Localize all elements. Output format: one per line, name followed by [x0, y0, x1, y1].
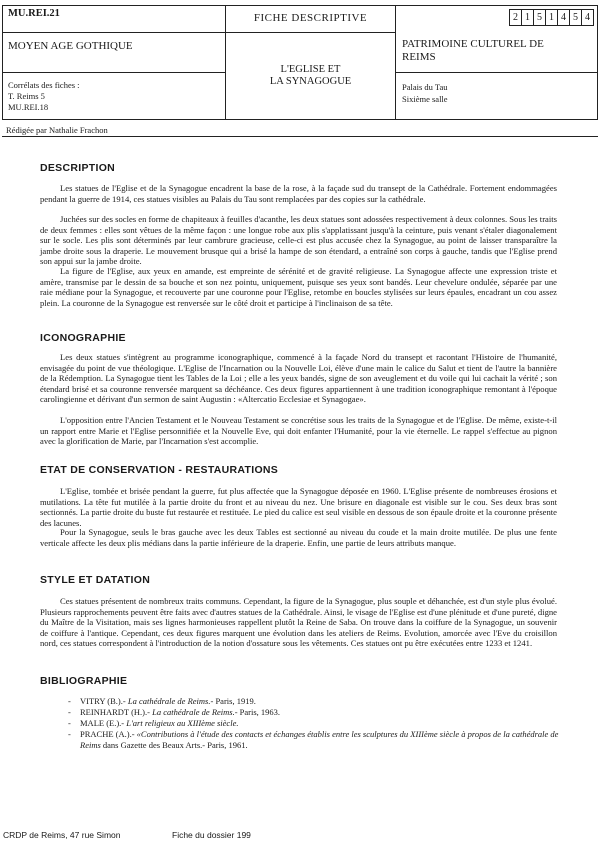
bibliography-entry	[70, 718, 560, 729]
iconographie-paragraph: L'opposition entre l'Ancien Testament et le Nouveau Testament se concrétise sous les traits de la Synagogue et de l'Eglise. De même, existe-t-il un rapport entre Marie et l'Eglise personnifiée et la Nouvelle Eve, qui doit enfanter l'Humanité, pour la vie éternelle. Le rappel s'effectue au pignon avec la glorification de Marie, par l'Incarnation s'est accomplie.	[40, 415, 557, 446]
footer-publisher: CRDP de Reims, 47 rue Simon	[3, 830, 121, 840]
inventory-digit: 1	[545, 10, 557, 25]
fiche-title: FICHE DESCRIPTIVE	[253, 12, 368, 24]
inventory-digit: 4	[581, 10, 593, 25]
section-title-description: DESCRIPTION	[40, 162, 116, 174]
bibliography-entry	[70, 696, 560, 707]
header-box	[2, 5, 598, 120]
header-left-cell	[3, 6, 226, 119]
inventory-digit: 1	[521, 10, 533, 25]
period-label: MOYEN AGE GOTHIQUE	[8, 40, 133, 52]
correlate-item: MU.REI.18	[8, 102, 49, 112]
correlates-title: Corrélats des fiches :	[8, 80, 80, 90]
inventory-digit: 2	[513, 12, 518, 23]
section-title-style: STYLE ET DATATION	[40, 574, 151, 586]
header-divider	[3, 72, 225, 73]
inventory-digit: 5	[533, 10, 545, 25]
bibliography-work: La cathédrale de Reims.	[127, 696, 211, 706]
bibliography-author: REINHARDT (H.).-	[80, 707, 150, 717]
header-rule	[2, 136, 598, 137]
section-title-iconographie: ICONOGRAPHIE	[40, 332, 126, 344]
heritage-line: REIMS	[402, 51, 436, 63]
reference-code: MU.REI.21	[8, 8, 60, 19]
correlates-block	[8, 80, 80, 113]
bibliography-entry	[70, 729, 560, 751]
subject-line: LA SYNAGOGUE	[269, 76, 352, 87]
section-title-bibliographie: BIBLIOGRAPHIE	[40, 675, 128, 687]
style-paragraph: Ces statues présentent de nombreux traits communs. Cependant, la figure de la Synagogue, plus souple et déhanchée, est d'un style plus évolué. Plusieurs rapprochements peuvent être faits avec d'autres statues de la Cathédrale. Ainsi, le visage de l'Eglise est d'une plénitude et d'une pureté, digne du Maître de la Visitation, mais ses lignes harmonieuses rappellent plutôt la Reine de Saba. On trouve dans la coiffure de la Synagogue, un souvenir de coiffure à l'antique. Cependant, ces deux figures marquent une évolution dans les ateliers de Reims. Evolution, amorcée avec l'Eve du croisillon nord, ces statues correspondent à l'introduction de la notion d'ossature sous les vêtements. Ces statues ont pu être exécutées entre 1233 et 1241.	[40, 596, 557, 648]
inventory-digit: 4	[557, 10, 569, 25]
inventory-number-box	[509, 9, 594, 26]
description-paragraph: Les statues de l'Eglise et de la Synagogue encadrent la base de la rose, à la façade sud du transept de la Cathédrale. Fortement endommagées pendant la guerre de 1914, ces statues visibles au Palais du Tau sont remplacées par des copies sur la cathédrale.	[40, 183, 557, 204]
conservation-paragraph: Pour la Synagogue, seuls le bras gauche avec les deux Tables est sectionné au niveau du coude et la main droite mutilée. De plus une fente verticale affecte les deux plis médians dans la partie inférieure de la draperie. Enfin, une partie de leurs attributs manque.	[40, 527, 557, 548]
bibliography-entry	[70, 707, 560, 718]
bibliography-work: «Contributions à l'étude des contacts et échanges établis entre les sculptures du XIIIème siècle à propos de la cathédrale de Reims	[80, 729, 559, 750]
header-divider	[226, 32, 395, 33]
bibliography-list	[70, 696, 560, 751]
bibliography-work: L'art religieux au XIIIème siècle.	[126, 718, 239, 728]
correlate-item: T. Reims 5	[8, 91, 45, 101]
bibliography-author: VITRY (B.).-	[80, 696, 126, 706]
location-block	[402, 81, 448, 105]
bibliography-details: dans Gazette des Beaux Arts.- Paris, 1961.	[100, 740, 248, 750]
inventory-digit: 5	[569, 10, 581, 25]
subject-line: L'EGLISE ET	[280, 64, 341, 75]
footer-dossier: Fiche du dossier 199	[172, 830, 251, 840]
location-line: Palais du Tau	[402, 82, 448, 92]
header-center-cell	[226, 6, 396, 119]
subject-title	[226, 64, 395, 88]
location-line: Sixième salle	[402, 94, 448, 104]
author-credit: Rédigée par Nathalie Frachon	[6, 125, 108, 135]
bibliography-work: La cathédrale de Reims.	[152, 707, 235, 717]
conservation-paragraph: L'Eglise, tombée et brisée pendant la guerre, fut plus affectée que la Synagogue déposée en 1960. L'Eglise présente de nombreuses érosions et mutilations. La tête fut mutilée à la partie droite du front et au niveau du nez. Une brisure en diagonale est visible sur le cou. Ses deux bras sont sectionnés. La partie droite du buste fut restaurée et restituée. Le pied du calice est seul visible en dessous de son épaule droite et la couronne présente des lacunes.	[40, 486, 557, 528]
header-divider	[3, 32, 225, 33]
bibliography-details: - Paris, 1919.	[210, 696, 256, 706]
bibliography-author: PRACHE (A.).-	[80, 729, 135, 739]
section-title-conservation: ETAT DE CONSERVATION - RESTAURATIONS	[40, 464, 279, 476]
iconographie-paragraph: Les deux statues s'intègrent au programme iconographique, commencé à la façade Nord du transept et racontant l'Histoire de l'humanité, envisagée du point de vue théologique. L'Eglise de l'Incarnation ou la Nouvelle Loi, élève d'une main le calice du Salut et tient de l'autre la bannière de la Rédemption. La Synagogue tient les Tables de la Loi ; elle a les yeux bandés, signe de son aveuglement et du voile qui lui cachait la vérité ; son étendard brisé et sa couronne renversée marquent sa déchéance. Ces deux figures appartiennent à une tradition iconographique remontant à l'époque carolingienne et dérivant d'un sermon de saint Augustin : «Altercatio Ecclesiae et Synagogae».	[40, 352, 557, 404]
header-right-cell	[396, 6, 597, 119]
description-paragraph: La figure de l'Eglise, aux yeux en amande, est empreinte de sérénité et de gravité religieuse. La Synagogue affecte une expression triste et amère, transmise par le dessin de sa bouche et son nez pointu, uniquement, puisque ses yeux sont bandés. Leur chevelure ondulée, séparée par une raie médiane pour la Synagogue, et recouverte par une couronne pour l'Eglise, retombe en boucles stylisées sur leurs épaules, encadrant un cou assez plein. La couronne de la Synagogue est renversée sur le côté droit et participe à l'inclinaison de sa tête.	[40, 266, 557, 308]
heritage-line: PATRIMOINE CULTUREL DE	[402, 38, 544, 50]
header-divider	[396, 72, 597, 73]
heritage-label	[402, 38, 544, 64]
bibliography-author: MALE (E.).-	[80, 718, 125, 728]
description-paragraph: Juchées sur des socles en forme de chapiteaux à feuilles d'acanthe, les deux statues sont adossées respectivement à deux colonnes. Sous les traits de deux femmes : elles sont vêtues de la même façon : une longue robe aux plis s'applatissant jusqu'à la ceinture, puis venant s'étaler diagonalement sur le socle. Les plis sont déterminés par leur cambrure gracieuse, celle-ci est plus accusée chez la Synagogue, au point de laisser transparaître la jambe droite sous la draperie. Le mouvement brusque qui a brisé la hampe de son étendard, a entraîné son corps à gauche, tandis que l'Eglise prend son appui sur la jambe droite.	[40, 214, 557, 266]
bibliography-details: - Paris, 1963.	[234, 707, 281, 717]
